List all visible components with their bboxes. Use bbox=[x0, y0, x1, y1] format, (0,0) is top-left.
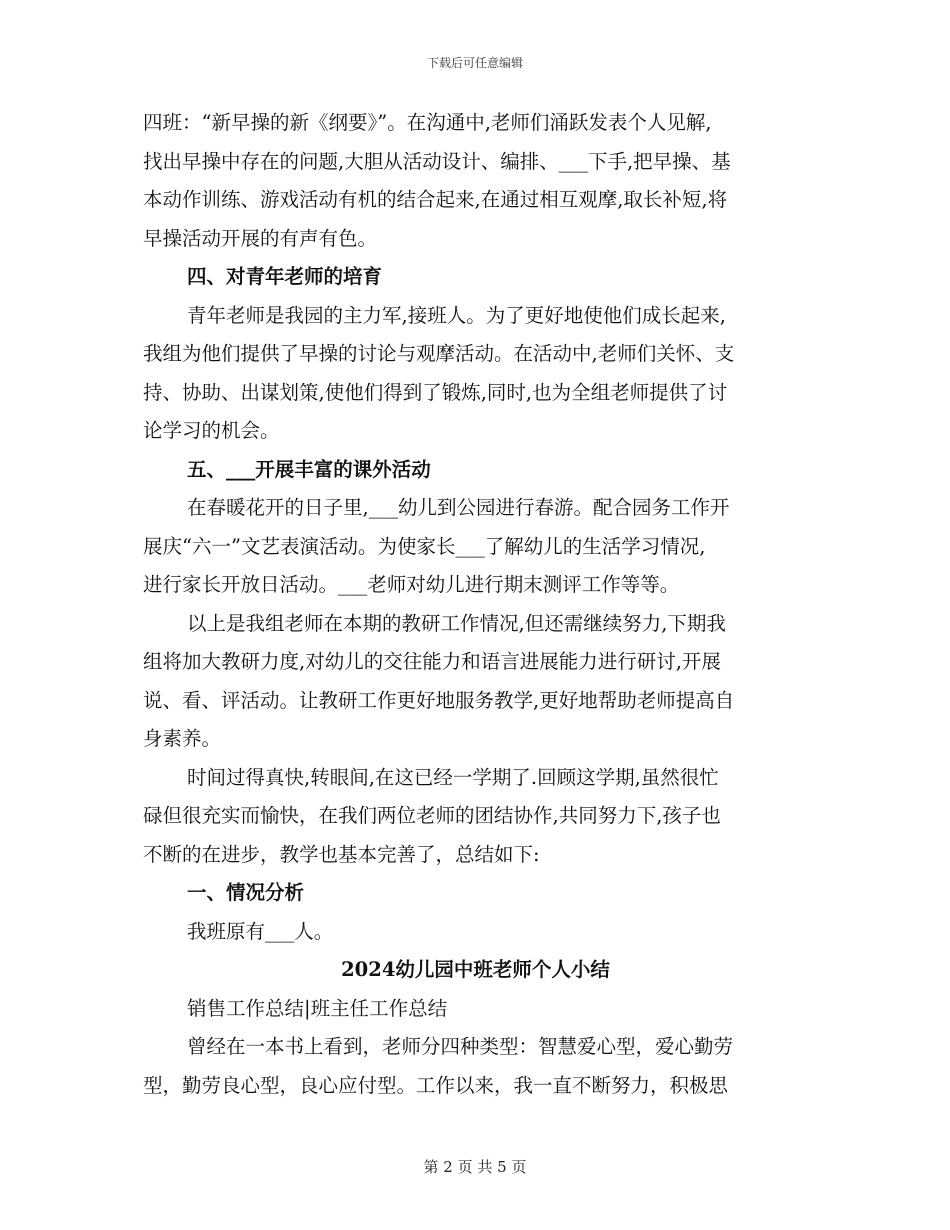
page-number: 第 2 页 共 5 页 bbox=[423, 1158, 527, 1176]
paragraph-line: 找出早操中存在的问题,大胆从活动设计、编排、___下手,把早操、基 bbox=[143, 149, 731, 173]
paragraph-line: 四班：“新早操的新《纲要》”。在沟通中,老师们涌跃发表个人见解, bbox=[143, 111, 712, 134]
section-heading: 四、对青年老师的培育 bbox=[187, 265, 383, 288]
document-title: 2024幼儿园中班老师个人小结 bbox=[341, 958, 610, 981]
paragraph-line: 论学习的机会。 bbox=[143, 419, 280, 442]
page-header: 下载后可任意编辑 bbox=[426, 56, 523, 70]
paragraph-line: 曾经在一本书上看到，老师分四种类型：智慧爱心型，爱心勤劳 bbox=[187, 1035, 734, 1058]
paragraph-line: 本动作训练、游戏活动有机的结合起来,在通过相互观摩,取长补短,将 bbox=[143, 188, 728, 211]
section-heading: 五、___开展丰富的课外活动 bbox=[187, 457, 431, 481]
paragraph-line: 展庆“六一”文艺表演活动。为使家长___了解幼儿的生活学习情况, bbox=[143, 534, 706, 558]
paragraph-line: 青年老师是我园的主力军,接班人。为了更好地使他们成长起来, bbox=[187, 303, 726, 327]
paragraph-line: 进行家长开放日活动。___老师对幼儿进行期末测评工作等等。 bbox=[143, 573, 680, 596]
paragraph-line: 身素养。 bbox=[143, 727, 222, 750]
paragraph-line: 碌但很充实而愉快，在我们两位老师的团结协作,共同努力下,孩子也 bbox=[143, 804, 721, 827]
paragraph-line: 在春暖花开的日子里,___幼儿到公园进行春游。配合园务工作开 bbox=[187, 496, 730, 519]
paragraph-line: 型，勤劳良心型，良心应付型。工作以来，我一直不断努力，积极思 bbox=[143, 1073, 729, 1097]
paragraph-line: 早操活动开展的有声有色。 bbox=[143, 226, 378, 250]
paragraph-line: 持、协助、出谋划策,使他们得到了锻炼,同时,也为全组老师提供了讨 bbox=[143, 380, 728, 404]
paragraph-line: 时间过得真快,转眼间,在这已经一学期了.回顾这学期,虽然很忙 bbox=[187, 765, 719, 789]
paragraph-line: 我组为他们提供了早操的讨论与观摩活动。在活动中,老师们关怀、支 bbox=[143, 342, 735, 365]
paragraph-line: 以上是我组老师在本期的教研工作情况,但还需继续努力,下期我 bbox=[187, 611, 726, 635]
paragraph-line: 说、看、评活动。让教研工作更好地服务教学,更好地帮助老师提高自 bbox=[143, 688, 735, 712]
document-body bbox=[143, 104, 808, 1105]
paragraph-line: 不断的在进步，教学也基本完善了，总结如下: bbox=[143, 842, 540, 866]
paragraph-line: 销售工作总结|班主任工作总结 bbox=[187, 996, 448, 1020]
section-heading: 一、情况分析 bbox=[187, 881, 305, 904]
paragraph-line: 我班原有___人。 bbox=[187, 919, 334, 943]
paragraph-line: 组将加大教研力度,对幼儿的交往能力和语言进展能力进行研讨,开展 bbox=[143, 650, 721, 673]
